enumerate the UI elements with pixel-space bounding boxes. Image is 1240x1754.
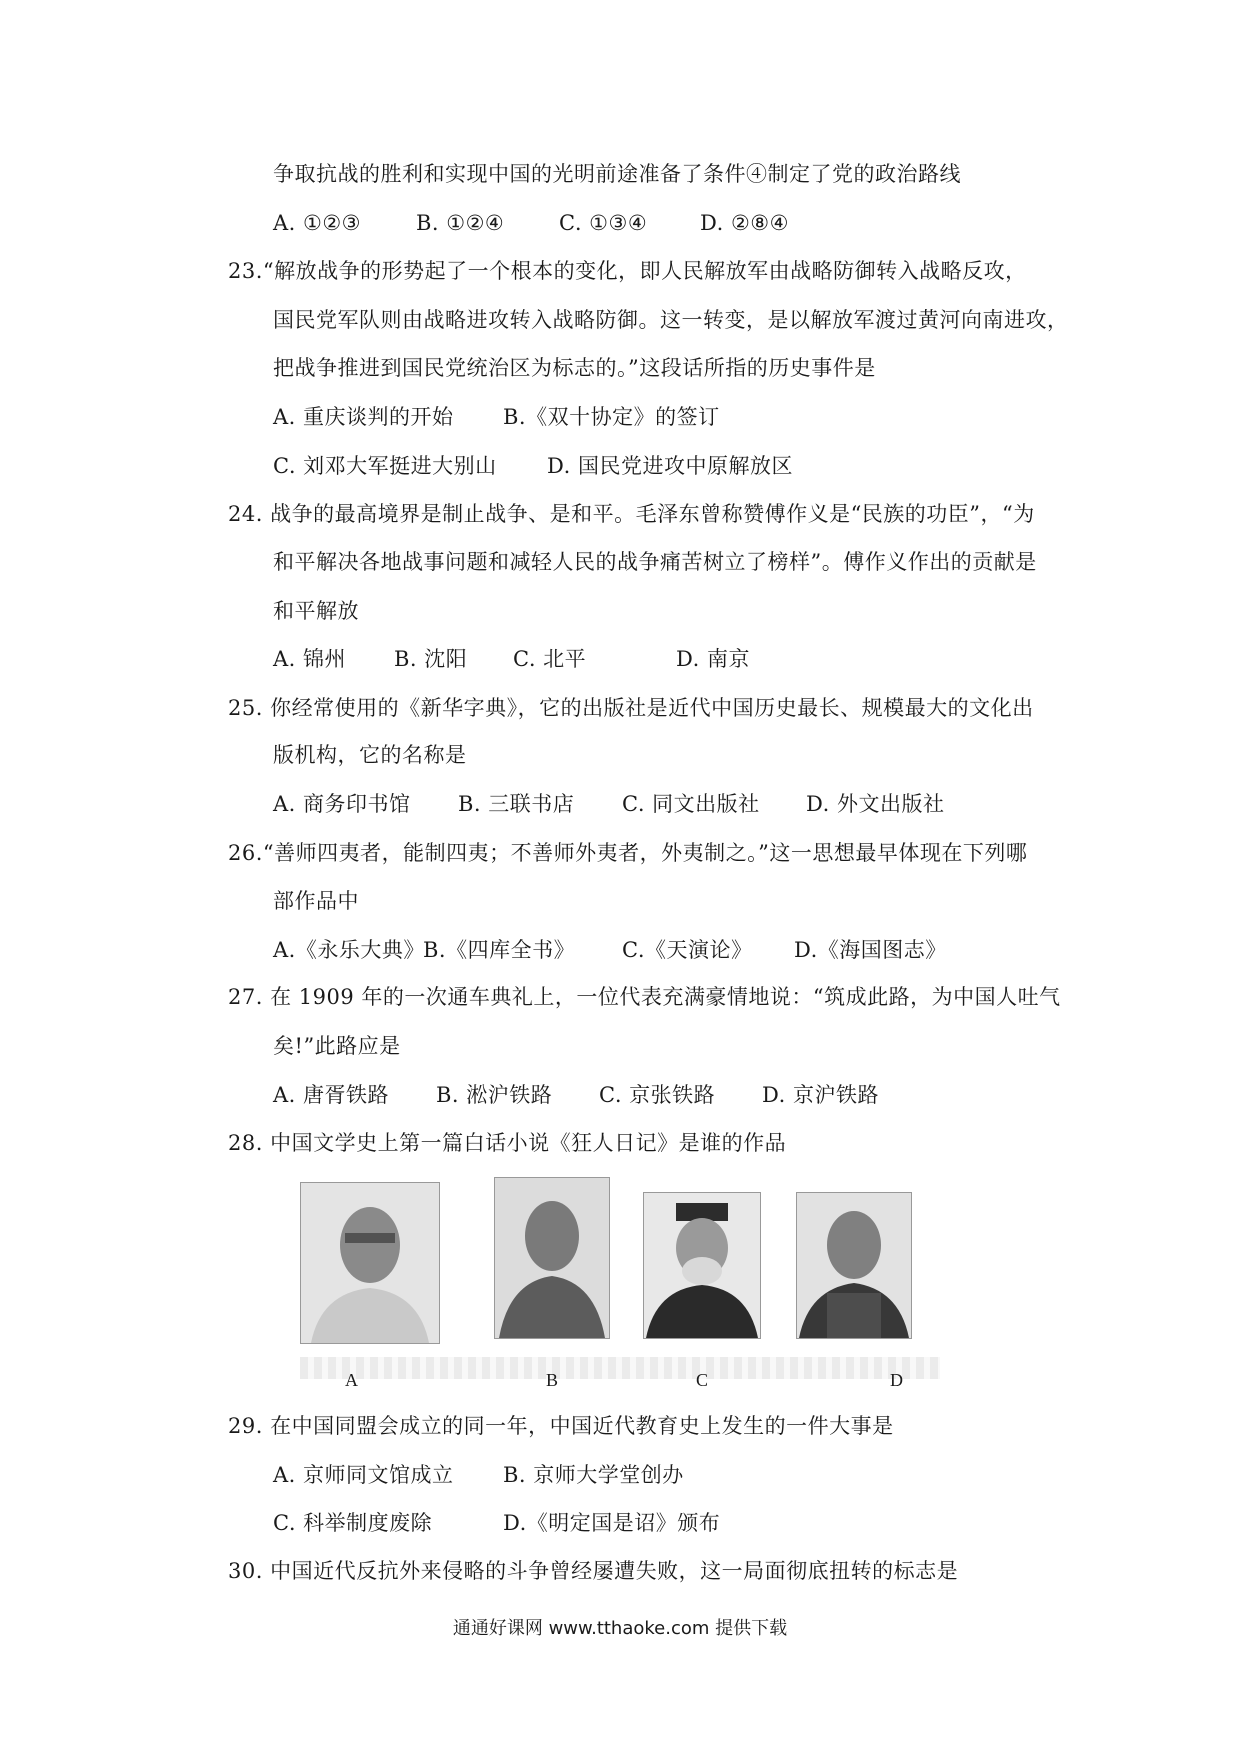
question-25-option-a: A. 商务印书馆 (273, 792, 411, 816)
question-23-line-2: 国民党军队则由战略进攻转入战略防御。这一转变，是以解放军渡过黄河向南进攻， (273, 308, 1069, 332)
portrait-photo-b (494, 1177, 610, 1339)
portrait-photo-c (643, 1192, 761, 1339)
question-27-option-d: D. 京沪铁路 (762, 1083, 879, 1107)
question-24-line-1: 24. 战争的最高境界是制止战争、是和平。毛泽东曾称赞傅作义是“民族的功臣”，“为 (228, 502, 1035, 526)
caption-strip (300, 1357, 940, 1379)
question-27-option-c: C. 京张铁路 (599, 1083, 716, 1107)
question-29-option-c: C. 科举制度废除 (273, 1511, 433, 1535)
question-24-line-2: 和平解决各地战事问题和减轻人民的战争痛苦树立了榜样”。傅作义作出的贡献是 (273, 550, 1037, 574)
question-30-line-1: 30. 中国近代反抗外来侵略的斗争曾经屡遭失败，这一局面彻底扭转的标志是 (228, 1559, 959, 1583)
question-23-option-a: A. 重庆谈判的开始 (273, 405, 454, 429)
question-25-option-d: D. 外文出版社 (806, 792, 945, 816)
page-footer: 通通好课网 www.tthaoke.com 提供下载 (452, 1618, 788, 1639)
question-27-line-2: 矣!”此路应是 (273, 1034, 401, 1058)
question-25-line-2: 版机构，它的名称是 (273, 743, 467, 767)
intro-line: 争取抗战的胜利和实现中国的光明前途准备了条件④制定了党的政治路线 (273, 162, 961, 186)
question-23-line-3: 把战争推进到国民党统治区为标志的。”这段话所指的历史事件是 (273, 356, 876, 380)
question-29-option-b: B. 京师大学堂创办 (503, 1463, 684, 1487)
question-23-option-d: D. 国民党进攻中原解放区 (547, 454, 793, 478)
question-26-option-d: D.《海国图志》 (794, 938, 947, 962)
intro-option-d: D. ②⑧④ (700, 211, 789, 235)
portrait-label-b: B (546, 1370, 559, 1390)
question-29-line-1: 29. 在中国同盟会成立的同一年，中国近代教育史上发生的一件大事是 (228, 1414, 894, 1438)
portrait-photos (300, 1177, 940, 1387)
question-24-option-d: D. 南京 (676, 647, 750, 671)
question-26-option-c: C.《天演论》 (622, 938, 753, 962)
question-26-line-2: 部作品中 (273, 889, 359, 913)
question-27-option-a: A. 唐胥铁路 (273, 1083, 390, 1107)
portrait-label-a: A (345, 1370, 358, 1390)
question-25-line-1: 25. 你经常使用的《新华字典》，它的出版社是近代中国历史最长、规模最大的文化出 (228, 696, 1034, 720)
intro-option-c: C. ①③④ (559, 211, 648, 235)
question-25-option-b: B. 三联书店 (458, 792, 575, 816)
question-24-option-a: A. 锦州 (273, 647, 347, 671)
portrait-photo-a (300, 1182, 440, 1344)
portrait-photo-d (796, 1192, 912, 1339)
question-24-option-c: C. 北平 (513, 647, 587, 671)
question-26-line-1: 26.“善师四夷者，能制四夷；不善师外夷者，外夷制之。”这一思想最早体现在下列哪 (228, 841, 1028, 865)
question-23-option-b: B.《双十协定》的签订 (503, 405, 720, 429)
question-29-option-d: D.《明定国是诏》颁布 (503, 1511, 721, 1535)
intro-option-a: A. ①②③ (273, 211, 361, 235)
question-24-option-b: B. 沈阳 (394, 647, 468, 671)
question-27-line-1: 27. 在 1909 年的一次通车典礼上，一位代表充满豪情地说：“筑成此路，为中国人吐气 (228, 985, 1061, 1009)
question-26-option-a: A.《永乐大典》 (273, 938, 425, 962)
question-29-option-a: A. 京师同文馆成立 (273, 1463, 454, 1487)
intro-option-b: B. ①②④ (416, 211, 505, 235)
question-25-option-c: C. 同文出版社 (622, 792, 760, 816)
portrait-label-d: D (890, 1370, 903, 1390)
question-26-option-b: B.《四库全书》 (423, 938, 576, 962)
question-23-option-c: C. 刘邓大军挺进大别山 (273, 454, 497, 478)
question-28-line-1: 28. 中国文学史上第一篇白话小说《狂人日记》是谁的作品 (228, 1131, 787, 1155)
question-23-line-1: 23.“解放战争的形势起了一个根本的变化，即人民解放军由战略防御转入战略反攻， (228, 259, 1027, 283)
portrait-label-c: C (696, 1370, 709, 1390)
question-27-option-b: B. 淞沪铁路 (436, 1083, 553, 1107)
question-24-line-3: 和平解放 (273, 599, 359, 623)
